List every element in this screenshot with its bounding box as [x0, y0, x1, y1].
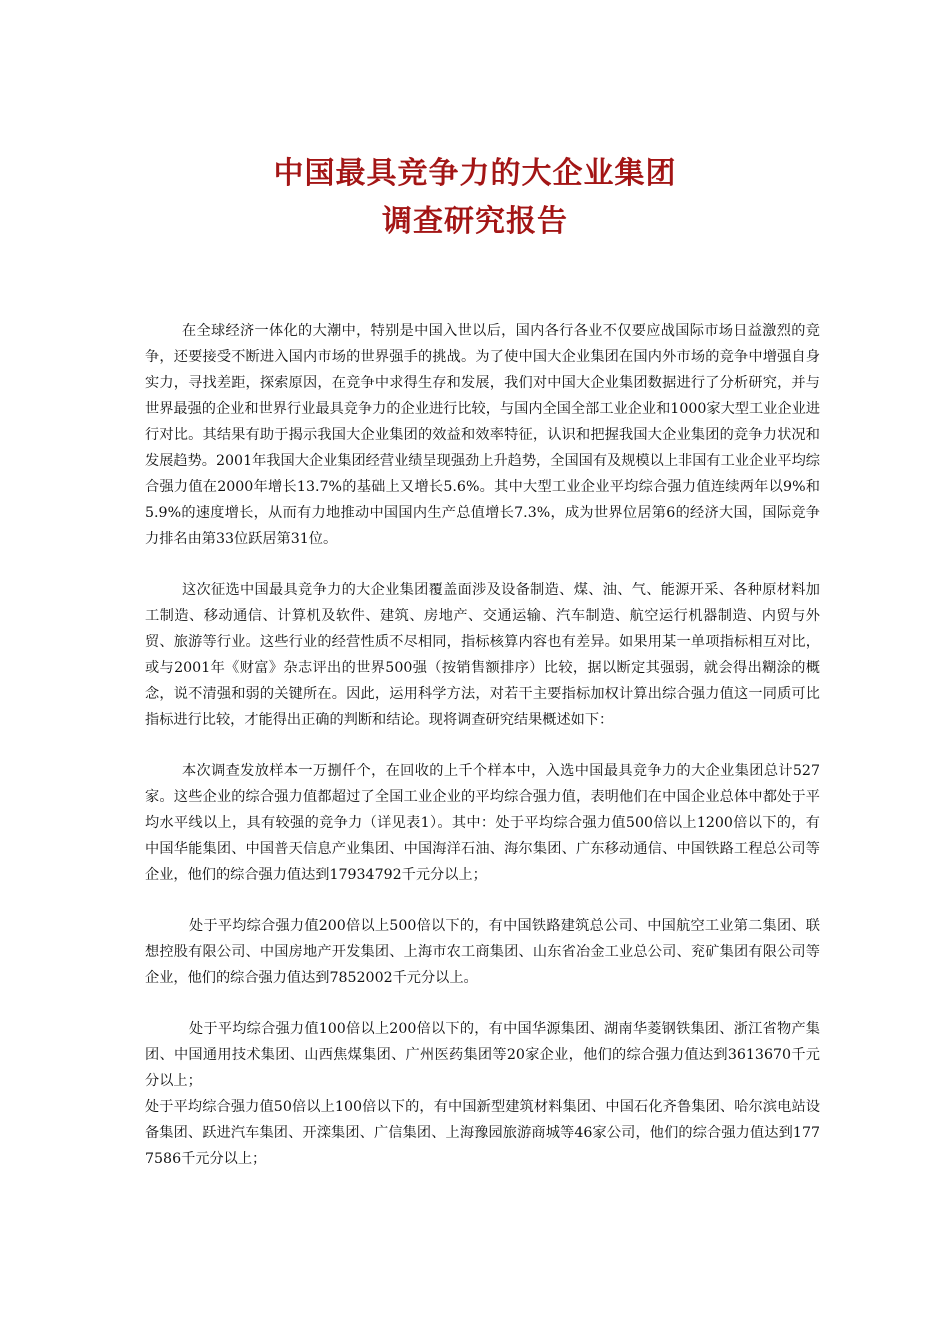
document-title-line1: 中国最具竞争力的大企业集团 — [273, 156, 677, 191]
paragraph-survey: 本次调查发放样本一万捌仟个，在回收的上千个样本中，入选中国最具竞争力的大企业集团总计527家。这些企业的综合强力值都超过了全国工业企业的平均综合强力值，表明他们在中国企业总体中都处于平均水平线以上，具有较强的竞争力（详见表1）。其中：处于平均综合强力值500倍以上1200倍以下的，有中国华能集团、中国普天信息产业集团、中国海洋石油、海尔集团、广东移动通信、中国铁路工程总公司等企业，他们的综合强力值达到17934792千元分以上； — [145, 763, 820, 883]
document-title-line2: 调查研究报告 — [382, 204, 568, 239]
document-body — [145, 318, 820, 1172]
paragraph-scope: 这次征选中国最具竞争力的大企业集团覆盖面涉及设备制造、煤、油、气、能源开采、各种原材料加工制造、移动通信、计算机及软件、建筑、房地产、交通运输、汽车制造、航空运行机器制造、内贸与外贸、旅游等行业。这些行业的经营性质不尽相同，指标核算内容也有差异。如果用某一单项指标相互对比，或与2001年《财富》杂志评出的世界500强（按销售额排序）比较，据以断定其强弱，就会得出糊涂的概念，说不清强和弱的关键所在。因此，运用科学方法，对若干主要指标加权计算出综合强力值这一同质可比指标进行比较，才能得出正确的判断和结论。现将调查研究结果概述如下： — [145, 582, 820, 728]
paragraph-tier-50-100: 处于平均综合强力值50倍以上100倍以下的，有中国新型建筑材料集团、中国石化齐鲁集团、哈尔滨电站设备集团、跃进汽车集团、开滦集团、广信集团、上海豫园旅游商城等46家公司，他们的综合强力值达到1777586千元分以上； — [145, 1099, 820, 1167]
paragraph-tier-200-500: 处于平均综合强力值200倍以上500倍以下的，有中国铁路建筑总公司、中国航空工业第二集团、联想控股有限公司、中国房地产开发集团、上海市农工商集团、山东省冶金工业总公司、兖矿集团有限公司等企业，他们的综合强力值达到7852002千元分以上。 — [145, 918, 820, 986]
paragraph-tier-100-200: 处于平均综合强力值100倍以上200倍以下的，有中国华源集团、湖南华菱钢铁集团、浙江省物产集团、中国通用技术集团、山西焦煤集团、广州医药集团等20家企业，他们的综合强力值达到3613670千元分以上； — [145, 1021, 820, 1089]
paragraph-intro: 在全球经济一体化的大潮中，特别是中国入世以后，国内各行各业不仅要应战国际市场日益激烈的竞争，还要接受不断进入国内市场的世界强手的挑战。为了使中国大企业集团在国内外市场的竞争中增强自身实力，寻找差距，探索原因，在竞争中求得生存和发展，我们对中国大企业集团数据进行了分析研究，并与世界最强的企业和世界行业最具竞争力的企业进行比较，与国内全国全部工业企业和1000家大型工业企业进行对比。其结果有助于揭示我国大企业集团的效益和效率特征，认识和把握我国大企业集团的竞争力状况和发展趋势。2001年我国大企业集团经营业绩呈现强劲上升趋势，全国国有及规模以上非国有工业企业平均综合强力值在2000年增长13.7%的基础上又增长5.6%。其中大型工业企业平均综合强力值连续两年以9%和5.9%的速度增长，从而有力地推动中国国内生产总值增长7.3%，成为世界位居第6的经济大国，国际竞争力排名由第33位跃居第31位。 — [145, 323, 820, 547]
